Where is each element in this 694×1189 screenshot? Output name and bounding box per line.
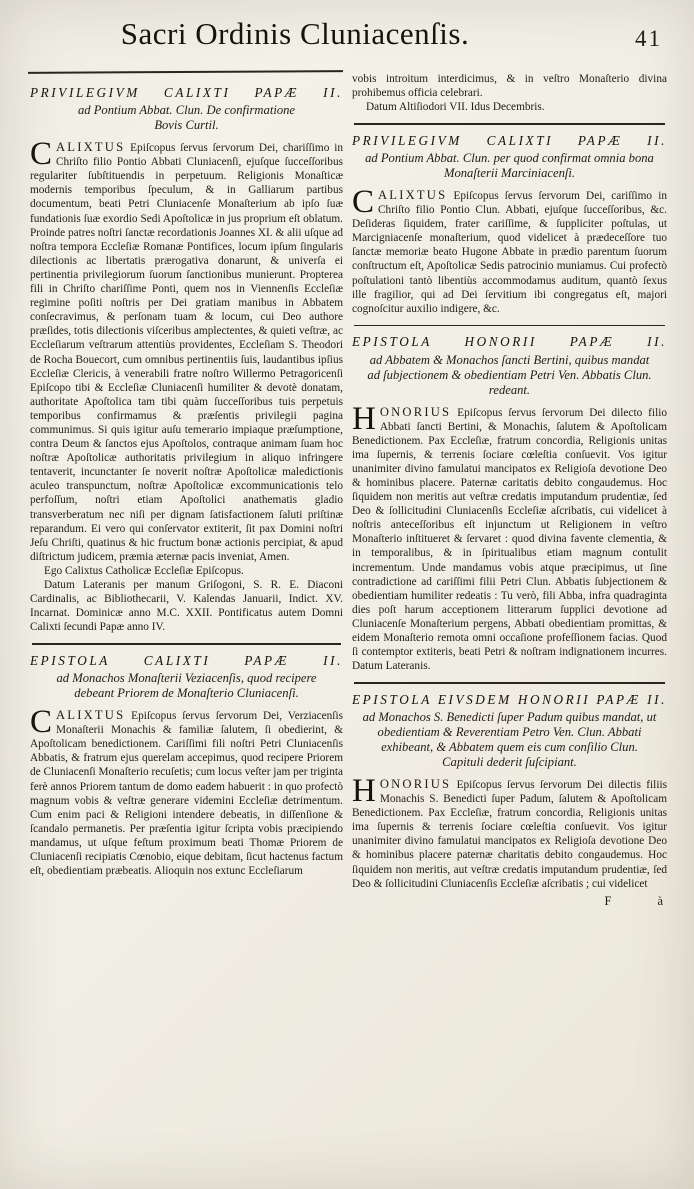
section-rule (354, 682, 665, 684)
section-title: EPISTOLA EIVSDEM HONORII PAPÆ II. (352, 691, 667, 707)
section-heading-epistola-honorii (352, 335, 667, 397)
drop-cap: C (30, 704, 53, 741)
section-heading-epistola-eiusdem-honorii (352, 693, 667, 770)
drop-cap: C (30, 136, 53, 173)
page-foot-marks (352, 894, 667, 908)
section-subtitle: ad Abbatem & Monachos ſancti Bertini, quibus mandat ad ſubjectionem & obedientiam Petri Ven. Abbatis Clun. redeant. (367, 352, 652, 397)
lead-word: ALIXTUS (56, 140, 126, 155)
section-rule (32, 643, 341, 645)
section-title: EPISTOLA HONORII PAPÆ II. (352, 334, 667, 350)
drop-cap: H (352, 400, 376, 437)
page-number: 41 (635, 26, 662, 51)
datum-line: Datum Lateranis per manum Griſogoni, S. R. E. Diaconi Cardinalis, ac Bibliothecarii, V. Kalendas Januarii, Indict. XV. Incarnat. Dominicæ anno M.C. XXII. Pontificatus autem Domni Calixti ſecundi Papæ anno IV. (30, 579, 343, 634)
paragraph-body (352, 183, 667, 316)
paragraph-text: Epiſcopus ſervus ſervorum Dei, Verziacenſis Monaſterii Monachis & familiæ ſalutem, ſi obedierint, & Apoſtolicam benedictionem. Cariſſimi fili noſtri Petri Cluniacenſis Abbatis, & fratrum ejus querelam accepimus, quod recipere Priorem de Cluniacenſi Monaſterio recuſetis; cum locus veſter jam per triginta ferè annos Priorem tantum de domo eadem habuerit : in quo profectò magnum vobis & veſtræ generare videmini Eccleſiæ detrimentum. Cum enim paci & Religioni intendere debeatis, in diſſenſione & ſcandalo permanetis. Per præſentia igitur ſcripta vobis præcipiendo mandamus, ut uſque feſtum proximum beati Thomæ Priorem de Cluniacenſi recipiatis Cœnobio, eique debitam, ſicut hactenus factum eſt, obedientiam præbeatis. Alioquin nos extunc Eccleſiarum (30, 710, 343, 878)
right-column (352, 72, 667, 908)
section-subtitle: Bovis Curtil. (154, 118, 219, 133)
running-title: Sacri Ordinis Cluniacenſis. (120, 16, 470, 51)
section-title: EPISTOLA CALIXTI PAPÆ II. (30, 652, 343, 668)
paragraph-text: Epiſcopus ſervus ſervorum Dei, chariſſimo in Chriſto filio Pontio Abbati Cluniacenſi, ejuſque ſucceſſoribus regulariter ſubſtituendis in perpetuum. Religionis Monaſticæ modernis temporibus ſpeculum, & in Galliarum partibus documentum, beati Petri Cluniacenſe Monaſterium ab ipſo ſuæ fundationis ſuæ exordio Sedi Apoſtolicæ in jus proprium eſt oblatum. Proinde patres noſtri ſanctæ recordationis Joannes XI. & alii uſque ad noſtra tempora Eccleſiæ Romanæ Pontifices, locum ipſum ſingularis dilectionis ac libertatis prærogativa donarunt, & univerſa ei pertinentia privilegiorum ſuorum ſanctionibus munierunt. Propterea fili in Chriſto chariſſime Ponti, quem nos in Viennenſis Eccleſiæ regimine poſiti noſtris per Dei gratiam manibus in Abbatem conſecravimus, & perſonam tuam & locum, cui Deo authore præſides, totis dilectionis viſceribus amplectentes, & quieti veſtræ, ac Eccleſiarum veſtrarum attentiùs providentes, Eccleſiam S. Theodori de Rocha Bouecort, cum omnibus pertinentiis ſuis, laudantibus ipſius Eccleſiæ Clericis, à venerabili fratre noſtro Willermo Petragoricenſi Epiſcopo tibi & Eccleſiæ Cluniacenſi humiliter & devotè donatam, authoritate Apoſtolica tam tibi quàm ſucceſſoribus tuis perpetuis temporibus confirmamus & præſentis privilegii pagina communimus. Si quis igitur auſu temerario impiaque præſumptione, contra Deum & ſanctos ejus Apoſtolos, contraque animam ſuam hoc noſtræ Apoſtolicæ authoritatis privilegium in aliquo infringere tentaverit, incunctanter ſe noverit noſtræ Apoſtolicæ maledictionis aculeo transpunctum, noſtræ Apoſtolicæ excommunicationis telo perfoſſum, noſtri etiam Apoſtolici anathematis gladio transverberatum nec niſi per dignam ſatisfactionem ſaluti priſtinæ reparandum. Ei vero qui conſervator extiterit, ſit pax Domini noſtri Jeſu Chriſti, quatinus & hic fructum bonæ actionis percipiat, & apud diſtrictum judicem, præmia æternæ pacis inveniat, Amen. (30, 142, 343, 563)
paragraph-text: Epiſcopus ſervus ſervorum Dei dilectis filiis Monachis S. Benedicti ſuper Padum, ſalutem & Apoſtolicam Benedictionem. Pax Eccleſiæ, fratrum concordia, Religionis unitas ima ſupernis & terrenis ſociare cœleſtia conſuevit. Vos igitur unanimiter divino famulatui mancipatos ex Religioſa devotione Deo & hominibus placere paternæ charitatis debito congaudemus. Hoc ſiquidem non meritis, aut veſtræ credatis imputandum prudentiæ, ſed Deo & ſollicitudini Cluniacenſis Eccleſiæ aſcribatis ; cui videlicet (352, 778, 667, 890)
drop-cap: C (352, 183, 375, 220)
section-subtitle: ad Monachos S. Benedicti ſuper Padum quibus mandat, ut obedientiam & Reverentiam Petro Ven. Clun. Abbati exhibeant, & Abbatem quem eis cum conſilio Clun. Capituli dederit ſuſcipiant. (362, 709, 657, 769)
left-column (30, 84, 343, 878)
ego-line: Ego Calixtus Catholicæ Eccleſiæ Epiſcopus. (44, 564, 244, 577)
lead-word: ONORIUS (379, 776, 452, 791)
paragraph-text: Epiſcopus ſervus ſervorum Dei dilecto filio Abbati ſancti Bertini, & Monachis, ſalutem & Apoſtolicam Benedictionem. Pax Eccleſiæ, fratrum concordia, Religionis unitas ima ſupernis, & terrenis ſociare cœleſtia conſuevit. Vos igitur unanimiter divino famulatui mancipatos ex Religioſa devotione Deo & hominibus placere. Paternæ caritatis debito congaudemus. Hoc ſiquidem non meritis aut veſtræ credatis imputandum prudentiæ, ſed Deo & ſollicitudini Cluniacenſis Eccleſiæ aſcribatis, cui videlicet à noſtris anteceſſoribus eſt injunctum ut Religionem in veſtro Monaſterio inſtitueret & ſervaret : quod divina favente clementia, & in temporalibus, & in ſpiritualibus etiam magnum contulit incrementum. Unde mandamus vobis atque præcipimus, ut ſine contradictione ad cariſſimi filii Petri Clun. Abbatis ſubjectionem & obedientiam humiliter redeatis : Tu verò, fili Abba, infra quadraginta dies poſt harum acceptionem litterarum ſupplici devotione ad Cluniacenſe Monaſterium pergens, Abbati obedientiam promittas, & eidem Monaſterio remota omni occaſione profeſſionem facias. Quod ſi contemptor extiteris, beati Petri & noſtram indignationem incurres. Datum Lateranis. (352, 406, 667, 673)
lead-word: ALIXTUS (56, 708, 126, 723)
section-rule (354, 325, 665, 327)
section-heading-epistola-calixti (30, 654, 343, 701)
section-heading-privilegium-calixti-2 (352, 134, 667, 181)
section-heading-privilegium-calixti-1 (30, 86, 343, 133)
paragraph-body (30, 704, 343, 878)
datum-line: Datum Altiſiodori VII. Idus Decembris. (366, 101, 545, 114)
catchword: à (657, 893, 663, 908)
paragraph-body (352, 400, 667, 674)
section-subtitle: ad Pontium Abbat. Clun. De confirmatione (78, 103, 295, 118)
lead-word: ALIXTUS (378, 187, 448, 202)
section-subtitle: ad Monachos Monaſterii Veziacenſis, quod recipere debeant Priorem de Monaſterio Cluniacenſi. (56, 671, 317, 701)
paragraph-body (352, 772, 667, 891)
section-title: PRIVILEGIVM CALIXTI PAPÆ II. (352, 132, 667, 148)
header-rule (28, 70, 343, 74)
lead-word: ONORIUS (379, 404, 452, 419)
section-subtitle: ad Pontium Abbat. Clun. per quod confirmat omnia bona Monaſterii Marciniacenſi. (365, 150, 654, 180)
paragraph-body (30, 136, 343, 564)
continuation-paragraph: vobis introitum interdicimus, & in veſtro Monaſterio divina prohibemus officia celebrari. (352, 73, 667, 100)
section-title: PRIVILEGIVM CALIXTI PAPÆ II. (30, 85, 343, 100)
signature-mark: F (604, 893, 612, 908)
drop-cap: H (352, 772, 376, 809)
section-rule (354, 123, 665, 125)
paragraph-text: Epiſcopus ſervus ſervorum Dei, cariſſimo in Chriſto filio Pontio Clun. Abbati, ejuſque ſucceſſoribus, &c. Deſideras ſiquidem, frater cariſſime, & ſuppliciter poſtulas, ut Marcigniacenſe monaſterium, quod videlicet à prædeceſſore tuo ſanctæ memoriæ beato Hugone Abbate in prædio parentum ſuorum conſtructum eſt, Apoſtolicæ Sedis patrocinio muniamus. Cui profectò poſtulationi tantò libentiùs accommodamus auditum, quantò ſexus ille fragilior, qui ad Dei ſervitium ibi congregatus eſt, majori cognoſcitur auxilio indigere, &c. (352, 189, 667, 315)
